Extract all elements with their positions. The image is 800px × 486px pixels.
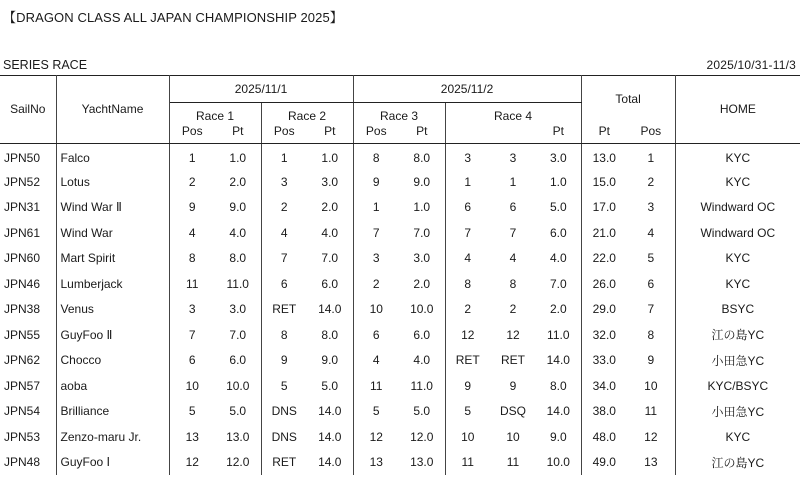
cell-race1-pt: 10.0 — [215, 373, 261, 399]
cell-sailno: JPN61 — [0, 220, 56, 246]
cell-race4-b: 1 — [509, 174, 517, 189]
header-r4-blank-b — [490, 124, 536, 144]
cell-race2-pt: 6.0 — [307, 271, 353, 297]
cell-total-pos: 1 — [627, 144, 675, 170]
cell-race4-pt: 14.0 — [536, 399, 581, 425]
cell-total-pos: 13 — [627, 450, 675, 476]
cell-race4-a: 6 — [464, 200, 472, 215]
cell-total-pos: 3 — [627, 195, 675, 221]
cell-race3-pt: 10.0 — [399, 297, 445, 323]
cell-total-pt: 22.0 — [592, 251, 616, 266]
cell-race3-pt: 8.0 — [399, 144, 445, 170]
cell-sailno: JPN53 — [0, 424, 56, 450]
cell-race3-pos: 8 — [372, 150, 380, 165]
cell-race3-pt: 6.0 — [399, 322, 445, 348]
cell-race2-pos: 6 — [280, 276, 288, 291]
cell-race4-a: 5 — [464, 404, 472, 419]
cell-home: KYC — [725, 174, 751, 189]
cell-race3-pos: 2 — [372, 276, 380, 291]
cell-race1-pt: 13.0 — [215, 424, 261, 450]
cell-race2-pt: 5.0 — [307, 373, 353, 399]
date-range: 2025/10/31-11/3 — [706, 58, 796, 72]
cell-race4-b: 11 — [506, 455, 520, 470]
cell-race3-pos: 10 — [369, 302, 383, 317]
cell-race1-pt: 2.0 — [215, 169, 261, 195]
header-r1-pos: Pos — [169, 124, 215, 144]
cell-total-pt: 34.0 — [592, 378, 616, 393]
cell-race3-pos: 5 — [372, 404, 380, 419]
cell-total-pt: 38.0 — [592, 404, 616, 419]
cell-sailno: JPN60 — [0, 246, 56, 272]
header-race1: Race 1 — [169, 103, 261, 124]
header-day2: 2025/11/2 — [353, 76, 581, 103]
cell-race1-pos: 5 — [188, 404, 196, 419]
cell-home: Windward OC — [700, 200, 776, 215]
cell-total-pos: 6 — [627, 271, 675, 297]
cell-yachtname: GuyFoo Ⅱ — [56, 322, 169, 348]
table-row — [0, 450, 800, 476]
cell-race4-a: 1 — [464, 174, 472, 189]
cell-race4-pt: 8.0 — [536, 373, 581, 399]
table-row — [0, 348, 800, 374]
cell-race4-a: RET — [455, 353, 480, 368]
cell-total-pos: 4 — [627, 220, 675, 246]
table-row — [0, 424, 800, 450]
cell-race4-a: 10 — [461, 429, 475, 444]
cell-race1-pos: 2 — [188, 174, 196, 189]
cell-home: 小田急YC — [711, 404, 765, 419]
cell-race4-a: 8 — [464, 276, 472, 291]
header-race3: Race 3 — [353, 103, 445, 124]
cell-race2-pos: RET — [272, 302, 297, 317]
cell-home: 江の島YC — [711, 328, 765, 343]
cell-race4-b: 7 — [509, 225, 517, 240]
cell-race4-b: 9 — [509, 378, 517, 393]
cell-home: BSYC — [721, 302, 755, 317]
cell-sailno: JPN57 — [0, 373, 56, 399]
table-row — [0, 246, 800, 272]
document-title: 【DRAGON CLASS ALL JAPAN CHAMPIONSHIP 2025】 — [3, 10, 343, 25]
cell-race4-pt: 3.0 — [536, 144, 581, 170]
cell-total-pt: 29.0 — [592, 302, 616, 317]
cell-home: KYC/BSYC — [707, 378, 769, 393]
cell-total-pt: 32.0 — [592, 327, 616, 342]
cell-race4-a: 2 — [464, 302, 472, 317]
header-r3-pt: Pt — [399, 124, 445, 144]
table-header — [0, 76, 800, 144]
cell-race1-pos: 12 — [185, 455, 199, 470]
cell-yachtname: Lotus — [56, 169, 169, 195]
cell-race1-pt: 6.0 — [215, 348, 261, 374]
cell-home: 江の島YC — [711, 455, 765, 470]
cell-race2-pos: 9 — [280, 353, 288, 368]
results-table — [0, 75, 800, 475]
cell-race4-a: 7 — [464, 225, 472, 240]
cell-race2-pos: 4 — [280, 225, 288, 240]
cell-race4-pt: 7.0 — [536, 271, 581, 297]
cell-race4-b: 4 — [509, 251, 517, 266]
header-r2-pos: Pos — [261, 124, 307, 144]
cell-race1-pt: 8.0 — [215, 246, 261, 272]
cell-home: KYC — [725, 429, 751, 444]
cell-race2-pt: 14.0 — [307, 424, 353, 450]
cell-sailno: JPN62 — [0, 348, 56, 374]
cell-yachtname: Chocco — [56, 348, 169, 374]
cell-yachtname: Wind War — [56, 220, 169, 246]
header-total-pos: Pos — [627, 124, 675, 144]
cell-race1-pt: 5.0 — [215, 399, 261, 425]
cell-total-pos: 5 — [627, 246, 675, 272]
cell-race3-pos: 1 — [372, 200, 380, 215]
cell-race3-pt: 4.0 — [399, 348, 445, 374]
cell-race1-pt: 11.0 — [215, 271, 261, 297]
cell-race1-pt: 3.0 — [215, 297, 261, 323]
header-day1: 2025/11/1 — [169, 76, 353, 103]
cell-total-pos: 8 — [627, 322, 675, 348]
cell-yachtname: Falco — [56, 144, 169, 170]
cell-total-pt: 21.0 — [592, 225, 616, 240]
cell-race2-pos: 8 — [280, 327, 288, 342]
cell-race3-pos: 13 — [369, 455, 383, 470]
cell-yachtname: Zenzo-maru Jr. — [56, 424, 169, 450]
cell-sailno: JPN54 — [0, 399, 56, 425]
table-row — [0, 297, 800, 323]
cell-race3-pos: 12 — [369, 429, 383, 444]
cell-total-pt: 15.0 — [592, 174, 616, 189]
cell-total-pt: 13.0 — [592, 150, 616, 165]
table-row — [0, 322, 800, 348]
cell-race1-pt: 7.0 — [215, 322, 261, 348]
cell-race4-a: 9 — [464, 378, 472, 393]
table-row — [0, 220, 800, 246]
header-yachtname: YachtName — [56, 76, 169, 144]
cell-race4-b: 3 — [509, 150, 517, 165]
table-body — [0, 144, 800, 476]
cell-total-pos: 12 — [627, 424, 675, 450]
cell-race1-pos: 3 — [188, 302, 196, 317]
cell-total-pt: 33.0 — [592, 353, 616, 368]
cell-yachtname: aoba — [56, 373, 169, 399]
cell-total-pt: 49.0 — [592, 455, 616, 470]
cell-home: KYC — [725, 276, 751, 291]
cell-race4-b: 8 — [509, 276, 517, 291]
cell-race4-pt: 14.0 — [536, 348, 581, 374]
cell-race3-pt: 2.0 — [399, 271, 445, 297]
cell-total-pos: 11 — [627, 399, 675, 425]
cell-sailno: JPN46 — [0, 271, 56, 297]
header-r3-pos: Pos — [353, 124, 399, 144]
cell-race3-pt: 12.0 — [399, 424, 445, 450]
cell-yachtname: Venus — [56, 297, 169, 323]
table-row — [0, 373, 800, 399]
cell-race3-pt: 9.0 — [399, 169, 445, 195]
cell-race4-b: 10 — [506, 429, 520, 444]
cell-race3-pt: 1.0 — [399, 195, 445, 221]
cell-total-pt: 48.0 — [592, 429, 616, 444]
cell-race2-pt: 9.0 — [307, 348, 353, 374]
cell-race1-pos: 11 — [186, 276, 199, 291]
cell-race3-pos: 7 — [372, 225, 380, 240]
cell-race1-pt: 9.0 — [215, 195, 261, 221]
cell-race4-pt: 4.0 — [536, 246, 581, 272]
header-r1-pt: Pt — [215, 124, 261, 144]
section-title: SERIES RACE — [3, 58, 88, 72]
cell-race4-pt: 10.0 — [536, 450, 581, 476]
cell-race2-pt: 7.0 — [307, 246, 353, 272]
cell-race1-pos: 9 — [188, 200, 196, 215]
cell-home: 小田急YC — [711, 353, 765, 368]
cell-sailno: JPN52 — [0, 169, 56, 195]
cell-sailno: JPN50 — [0, 144, 56, 170]
cell-race4-pt: 1.0 — [536, 169, 581, 195]
cell-race2-pos: RET — [272, 455, 297, 470]
cell-race4-a: 12 — [461, 327, 475, 342]
cell-race2-pos: 1 — [280, 150, 288, 165]
cell-race2-pos: 2 — [280, 200, 288, 215]
cell-race2-pt: 14.0 — [307, 450, 353, 476]
cell-race4-b: RET — [501, 353, 525, 368]
cell-race2-pos: 3 — [280, 174, 288, 189]
cell-race4-a: 11 — [461, 455, 474, 470]
table-row — [0, 399, 800, 425]
cell-race4-pt: 2.0 — [536, 297, 581, 323]
cell-race3-pt: 13.0 — [399, 450, 445, 476]
cell-race2-pos: DNS — [271, 429, 297, 444]
cell-race4-b: 12 — [506, 327, 520, 342]
table-row — [0, 169, 800, 195]
header-home: HOME — [675, 76, 800, 144]
cell-total-pos: 2 — [627, 169, 675, 195]
cell-home: KYC — [725, 251, 751, 266]
cell-race4-a: 4 — [464, 251, 472, 266]
cell-race2-pos: 5 — [280, 378, 288, 393]
header-r2-pt: Pt — [307, 124, 353, 144]
cell-race1-pt: 1.0 — [215, 144, 261, 170]
cell-race1-pt: 12.0 — [215, 450, 261, 476]
cell-sailno: JPN55 — [0, 322, 56, 348]
cell-race3-pt: 11.0 — [399, 373, 445, 399]
cell-race2-pos: DNS — [271, 404, 297, 419]
cell-sailno: JPN38 — [0, 297, 56, 323]
cell-race2-pt: 1.0 — [307, 144, 353, 170]
table-row — [0, 144, 800, 170]
cell-race2-pos: 7 — [280, 251, 288, 266]
cell-race4-b: DSQ — [499, 404, 526, 419]
cell-home: Windward OC — [700, 225, 776, 240]
cell-race2-pt: 2.0 — [307, 195, 353, 221]
cell-race2-pt: 14.0 — [307, 297, 353, 323]
cell-sailno: JPN48 — [0, 450, 56, 476]
cell-total-pt: 17.0 — [592, 200, 616, 215]
cell-race1-pos: 1 — [188, 150, 196, 165]
cell-race3-pos: 11 — [370, 378, 383, 393]
cell-race4-pt: 11.0 — [536, 322, 581, 348]
cell-yachtname: GuyFoo Ⅰ — [56, 450, 169, 476]
cell-race1-pos: 4 — [188, 225, 196, 240]
cell-race1-pos: 8 — [188, 251, 196, 266]
cell-race3-pt: 7.0 — [399, 220, 445, 246]
cell-race2-pt: 8.0 — [307, 322, 353, 348]
cell-race3-pos: 9 — [372, 174, 380, 189]
header-sailno: SailNo — [0, 76, 56, 144]
cell-race3-pos: 4 — [372, 353, 380, 368]
header-race4: Race 4 — [445, 103, 581, 124]
cell-race1-pos: 10 — [185, 378, 199, 393]
cell-home: KYC — [725, 150, 751, 165]
cell-race4-b: 2 — [509, 302, 517, 317]
cell-yachtname: Wind War Ⅱ — [56, 195, 169, 221]
cell-race2-pt: 14.0 — [307, 399, 353, 425]
header-total-pt: Pt — [581, 124, 627, 144]
cell-total-pos: 7 — [627, 297, 675, 323]
table-row — [0, 271, 800, 297]
cell-race3-pt: 3.0 — [399, 246, 445, 272]
cell-race4-pt: 9.0 — [536, 424, 581, 450]
cell-race3-pos: 6 — [372, 327, 380, 342]
cell-race2-pt: 3.0 — [307, 169, 353, 195]
cell-yachtname: Lumberjack — [56, 271, 169, 297]
cell-total-pos: 10 — [627, 373, 675, 399]
cell-race4-a: 3 — [464, 150, 472, 165]
cell-total-pos: 9 — [627, 348, 675, 374]
table-row — [0, 195, 800, 221]
cell-race3-pt: 5.0 — [399, 399, 445, 425]
cell-race4-pt: 6.0 — [536, 220, 581, 246]
header-r4-pt: Pt — [536, 124, 581, 144]
cell-race4-pt: 5.0 — [536, 195, 581, 221]
cell-total-pt: 26.0 — [592, 276, 616, 291]
header-total: Total — [581, 76, 675, 124]
cell-yachtname: Mart Spirit — [56, 246, 169, 272]
cell-race1-pos: 13 — [185, 429, 199, 444]
cell-race1-pt: 4.0 — [215, 220, 261, 246]
header-r4-blank-a — [445, 124, 490, 144]
cell-race4-b: 6 — [509, 200, 517, 215]
cell-race3-pos: 3 — [372, 251, 380, 266]
cell-yachtname: Brilliance — [56, 399, 169, 425]
header-race2: Race 2 — [261, 103, 353, 124]
cell-race2-pt: 4.0 — [307, 220, 353, 246]
cell-race1-pos: 6 — [188, 353, 196, 368]
cell-sailno: JPN31 — [0, 195, 56, 221]
cell-race1-pos: 7 — [188, 327, 196, 342]
